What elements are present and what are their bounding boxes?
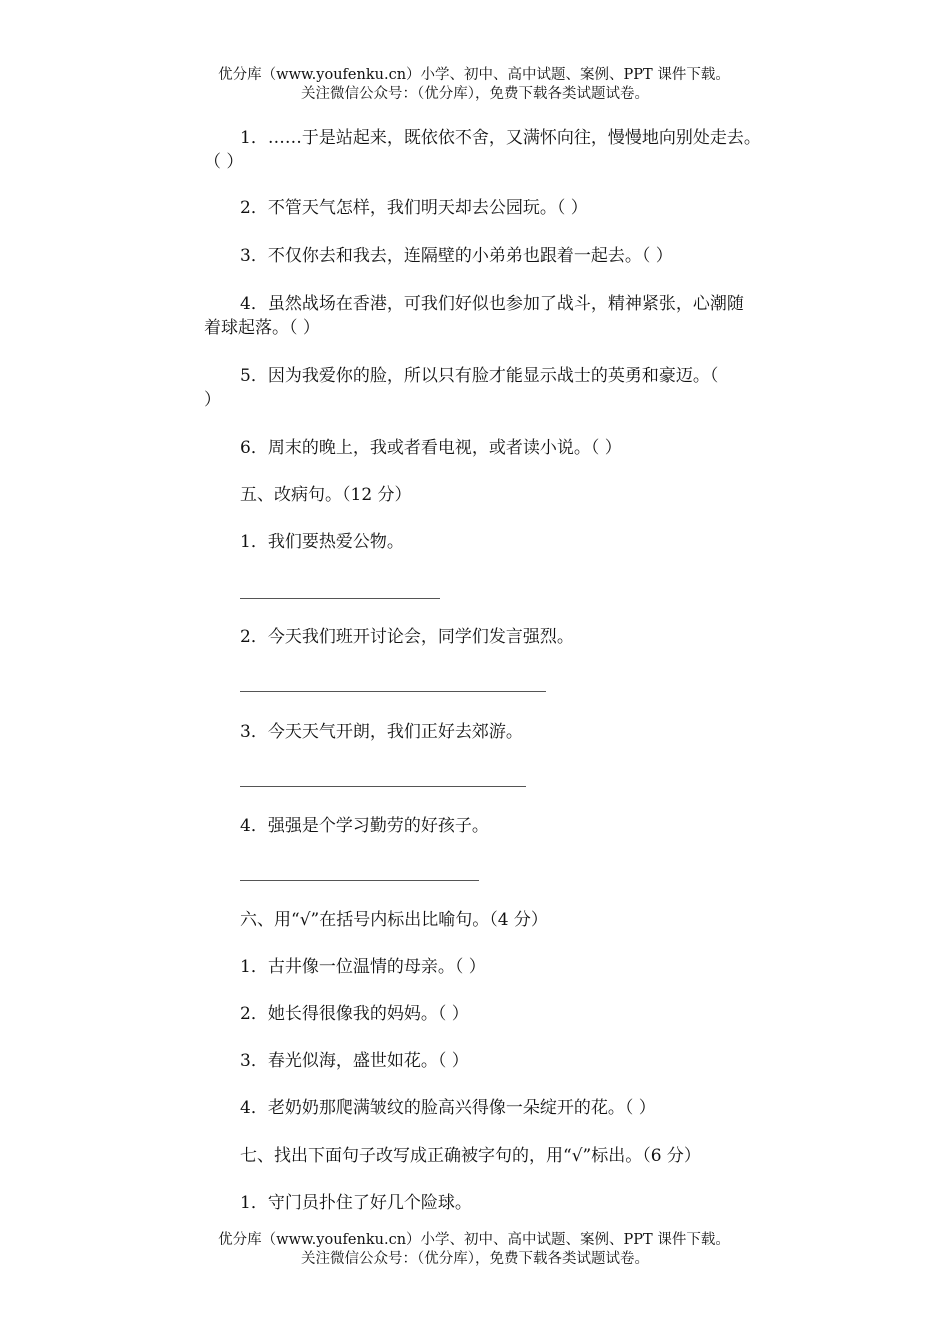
- page-footer: [0, 1231, 950, 1269]
- s6-item-1: 1．古井像一位温情的母亲。（ ）: [240, 957, 486, 977]
- s4-item-5: 5．因为我爱你的脸，所以只有脸才能显示战士的英勇和豪迈。（: [240, 366, 719, 386]
- s4-item-4: 4．虽然战场在香港，可我们好似也参加了战斗，精神紧张，心潮随: [240, 294, 744, 314]
- section-5-title: 五、改病句。（12 分）: [240, 485, 412, 505]
- s4-item-4-cont: 着球起落。（ ）: [204, 318, 320, 338]
- s4-item-6: 6．周末的晚上，我或者看电视，或者读小说。（ ）: [240, 438, 622, 458]
- answer-blank-1: [240, 598, 440, 599]
- footer-line-2: 关注微信公众号：（优分库），免费下载各类试题试卷。: [301, 1251, 649, 1267]
- s4-item-2: 2．不管天气怎样，我们明天却去公园玩。（ ）: [240, 198, 588, 218]
- s4-item-1-cont: （ ）: [204, 152, 244, 172]
- header-line-1: 优分库（www.youfenku.cn）小学、初中、高中试题、案例、PPT 课件下载。: [218, 67, 730, 83]
- footer-line-1: 优分库（www.youfenku.cn）小学、初中、高中试题、案例、PPT 课件下载。: [218, 1232, 730, 1248]
- s6-item-3: 3．春光似海，盛世如花。（ ）: [240, 1051, 469, 1071]
- answer-blank-3: [240, 786, 526, 787]
- answer-blank-4: [240, 880, 479, 881]
- answer-blank-2: [240, 691, 546, 692]
- s7-item-1: 1．守门员扑住了好几个险球。: [240, 1193, 472, 1213]
- s5-item-1: 1．我们要热爱公物。: [240, 532, 404, 552]
- s6-item-4: 4．老奶奶那爬满皱纹的脸高兴得像一朵绽开的花。（ ）: [240, 1098, 656, 1118]
- s4-item-5-cont: ）: [204, 390, 221, 410]
- s4-item-3: 3．不仅你去和我去，连隔壁的小弟弟也跟着一起去。（ ）: [240, 246, 673, 266]
- section-6-title: 六、用“√”在括号内标出比喻句。（4 分）: [240, 910, 548, 930]
- s6-item-2: 2．她长得很像我的妈妈。（ ）: [240, 1004, 469, 1024]
- section-7-title: 七、找出下面句子改写成正确被字句的，用“√”标出。（6 分）: [240, 1146, 701, 1166]
- s5-item-3: 3．今天天气开朗，我们正好去郊游。: [240, 722, 523, 742]
- header-line-2: 关注微信公众号：（优分库），免费下载各类试题试卷。: [301, 86, 649, 102]
- s4-item-1: 1．……于是站起来，既依依不舍，又满怀向往，慢慢地向别处走去。: [240, 128, 761, 148]
- s5-item-2: 2．今天我们班开讨论会，同学们发言强烈。: [240, 627, 574, 647]
- page-header: [0, 66, 950, 104]
- s5-item-4: 4．强强是个学习勤劳的好孩子。: [240, 816, 489, 836]
